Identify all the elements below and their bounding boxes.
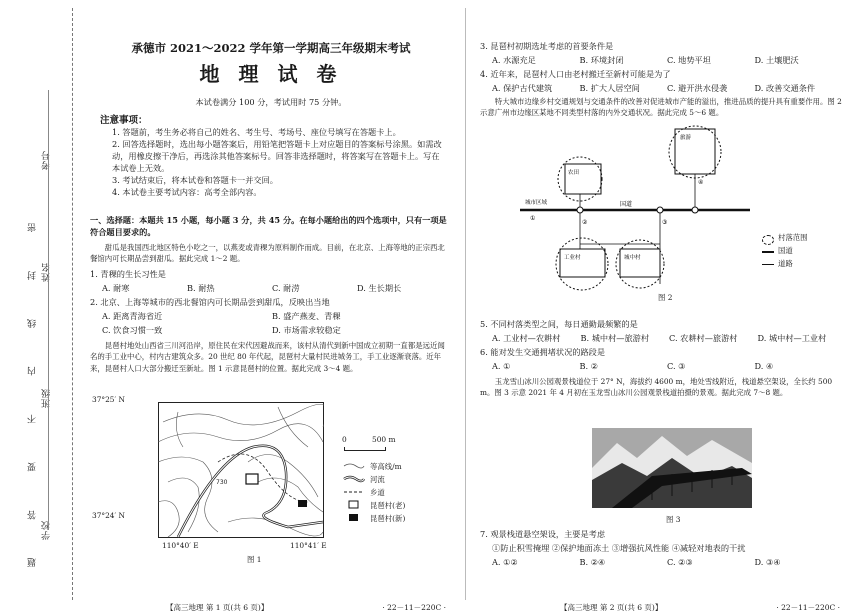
q5-option-a: A. 工业村—农耕村 — [492, 333, 561, 343]
note-item: 1. 答题前，考生务必将自己的姓名、考生号、考场号、座位号填写在答题卡上。 — [112, 127, 401, 137]
q4-option-d: D. 改善交通条件 — [754, 83, 816, 93]
q7-option-d: D. ③④ — [754, 557, 781, 567]
page-2-footer-left: 【高三地理 第 2 页(共 6 页)】 — [560, 603, 663, 612]
map-legend — [342, 434, 452, 529]
q5-option-b: B. 城中村—旅游村 — [580, 333, 650, 343]
q2-option-c: C. 饮食习惯一致 — [102, 325, 163, 335]
q3-options — [492, 54, 842, 66]
q1-option-b: B. 耐热 — [187, 283, 215, 293]
figure-1-caption: 图 1 — [247, 555, 262, 564]
note-item: 2. 回答选择题时，选出每小题答案后，用铅笔把答题卡上对应题目的答案标号涂黑。如需改动，用橡皮擦干净后，再选涂其他答案标号。回答非选择题时，将答案写在答题卡上。写在本试卷上无效。 — [112, 139, 442, 173]
lat-bottom-label: 37°24′ N — [92, 511, 125, 520]
question-5: 5. 不同村落类型之间，每日通勤最频繁的是 — [480, 319, 638, 329]
q1-option-a: A. 耐寒 — [102, 283, 130, 293]
q1-options — [102, 282, 442, 294]
exam-no-label: 考号 — [42, 150, 52, 170]
fig2-label-urban-village: 城中村 — [624, 255, 641, 261]
passage-1: 甜瓜是我国西北地区特色小吃之一，以燕麦或青稞为原料制作而成。目前，在北京、上海等地的正宗西北餐馆内可长期品尝到甜瓜。据此完成 1～2 题。 — [90, 243, 445, 264]
question-3: 3. 昆琶村初期选址考虑的首要条件是 — [480, 41, 614, 51]
legend-symbols — [342, 460, 366, 526]
legend-new-village: 昆琶村(新) — [370, 514, 406, 523]
lon-right-label: 110°41′ E — [290, 541, 327, 550]
q2-option-b: B. 盛产燕麦、青稞 — [272, 311, 341, 321]
q6-option-a: A. ① — [492, 361, 511, 371]
q7-options — [492, 556, 842, 568]
svg-text:①: ① — [530, 215, 536, 222]
question-2: 2. 北京、上海等城市的西北餐馆内可长期品尝到甜瓜，反映出当地 — [90, 297, 330, 307]
exam-title: 承德市 2021～2022 学年第一学期高三年级期末考试 — [131, 41, 411, 55]
school-label: 学校 — [42, 520, 52, 540]
note-item: 3. 考试结束后，将本试卷和答题卡一并交回。 — [112, 175, 278, 185]
q4-option-b: B. 扩大人居空间 — [579, 83, 640, 93]
figure-3-photo — [592, 428, 752, 508]
exam-info: 本试卷满分 100 分，考试用时 75 分钟。 — [195, 97, 347, 107]
figure-3-caption: 图 3 — [666, 515, 681, 524]
legend-contour: 等高线/m — [370, 462, 402, 471]
q6-option-b: B. ② — [579, 361, 599, 371]
svg-text:②: ② — [582, 219, 588, 226]
q6-option-c: C. ③ — [667, 361, 686, 371]
lon-left-label: 110°40′ E — [162, 541, 199, 550]
q7-items: ①防止积雪掩埋 ②保护地面冻土 ③增强抗风性能 ④减轻对地表的干扰 — [492, 543, 746, 553]
legend-river: 河流 — [370, 475, 385, 484]
q1-option-c: C. 耐涝 — [272, 283, 300, 293]
q5-option-c: C. 农耕村—旅游村 — [669, 333, 738, 343]
q2-options-row1 — [102, 310, 442, 322]
legend-road-symbol — [762, 264, 774, 265]
passage-3: 特大城市边缘乡村交通规划与交通条件的改善对促进城市产能的溢出，推进品质的提升具有重要作用。图 2 示意广州市边缘区某地不同类型村落的内外交通状况。据此完成 5～6 题。 — [480, 97, 842, 118]
q3-option-d: D. 土壤肥沃 — [754, 55, 799, 65]
q6-options — [492, 360, 842, 372]
question-6: 6. 能对发生交通拥堵状况的路段是 — [480, 347, 606, 357]
figure-2-caption: 图 2 — [658, 293, 673, 302]
fig2-legend-village: 村落范围 — [778, 233, 808, 242]
q3-option-c: C. 地势平坦 — [667, 55, 711, 65]
q3-option-a: A. 水源充足 — [492, 55, 536, 65]
q3-option-b: B. 环境封闭 — [579, 55, 624, 65]
fig2-label-tourism: 旅游 — [680, 135, 692, 141]
q2-option-d: D. 市场需求较稳定 — [272, 325, 341, 335]
scale-zero: 0 — [342, 435, 347, 444]
page-1-footer-right: · 22－11－220C · — [382, 603, 446, 612]
q2-options-row2 — [102, 324, 442, 336]
legend-village-symbol — [762, 235, 774, 245]
question-1: 1. 青稞的生长习性是 — [90, 269, 166, 279]
q7-option-a: A. ①② — [492, 557, 518, 567]
binding-hint: 题 答 要 不 内 线 封 密 — [28, 205, 38, 568]
legend-old-village: 昆琶村(老) — [370, 501, 406, 510]
q1-option-d: D. 生长期长 — [357, 283, 402, 293]
page-2 — [480, 0, 850, 612]
name-label: 姓名 — [42, 262, 52, 282]
note-item: 4. 本试卷主要考试内容：高考全部内容。 — [112, 187, 262, 197]
fig2-label-farmland: 农田 — [568, 170, 580, 176]
subject-title: 地 理 试 卷 — [199, 62, 343, 86]
scale-bar — [344, 447, 386, 451]
passage-2: 昆琶村地处山西省三川河沿岸，原住民在宋代因避战而来，该村从清代到新中国成立初期一直都是远近闻名的手工业中心，村内古建筑众多。20 世纪 80 年代起，昆琶村大量村民进城务工，手工业逐渐衰落。近年来，昆琶村人口大部分搬迁至新址。图 1 示意昆琶村的位置。据此完成 3～4 题。 — [90, 341, 445, 373]
fig2-road-label: 国道 — [620, 201, 633, 208]
q4-option-c: C. 避开洪水侵袭 — [667, 83, 728, 93]
binding-strip — [0, 0, 62, 608]
lat-top-label: 37°25′ N — [92, 395, 125, 404]
svg-text:④: ④ — [698, 179, 704, 186]
passage-4: 玉龙雪山冰川公园观景栈道位于 27° N，海拔约 4600 m，地处雪线附近，栈道悬空架设，全长约 500 m。图 3 示意 2021 年 4 月初在玉龙雪山冰川公园观景栈道拍摄的景观。据此完成 7～8 题。 — [480, 377, 833, 398]
figure-2-diagram — [520, 124, 846, 302]
topographic-map — [158, 402, 324, 538]
legend-road: 乡道 — [370, 488, 385, 497]
page-1-footer-left: 【高三地理 第 1 页(共 6 页)】 — [166, 603, 269, 612]
q6-option-d: D. ④ — [754, 361, 774, 371]
notes-heading: 注意事项： — [100, 115, 148, 126]
q2-option-a: A. 距离青海省近 — [102, 311, 163, 321]
figure-1-map — [92, 394, 452, 584]
scale-length: 500 m — [372, 435, 396, 444]
page-2-footer-right: · 22－11－220C · — [776, 603, 840, 612]
legend-highway-symbol — [762, 251, 774, 253]
village-diagram — [520, 124, 750, 294]
q4-option-a: A. 保护古代建筑 — [492, 83, 553, 93]
binding-line — [48, 90, 49, 530]
q7-option-b: B. ②④ — [579, 557, 606, 567]
binding-dash-left — [72, 8, 73, 600]
svg-text:③: ③ — [662, 219, 668, 226]
question-4: 4. 近年来，昆琶村人口由老村搬迁至新村可能是为了 — [480, 69, 671, 79]
class-label: 班级 — [42, 388, 52, 408]
question-7: 7. 观景栈道悬空架设，主要是考虑 — [480, 529, 606, 539]
fig2-legend-road: 道路 — [778, 259, 793, 268]
glacier-boardwalk-photo — [592, 428, 752, 508]
fig2-legend-highway: 国道 — [778, 246, 793, 255]
fig2-label-city: 城市区域 — [525, 200, 548, 206]
q7-option-c: C. ②③ — [667, 557, 693, 567]
page-gutter — [465, 8, 466, 600]
q5-option-d: D. 城中村—工业村 — [757, 333, 827, 343]
q5-options — [492, 332, 846, 344]
contour-label: 730 — [216, 479, 228, 486]
q4-options — [492, 82, 842, 94]
fig2-label-industrial: 工业村 — [564, 255, 581, 261]
page-1 — [86, 0, 456, 612]
notes-list — [112, 126, 442, 198]
section-1-heading: 一、选择题：本题共 15 小题，每小题 3 分，共 45 分。在每小题给出的四个选项中，只有一项是符合题目要求的。 — [90, 215, 447, 237]
